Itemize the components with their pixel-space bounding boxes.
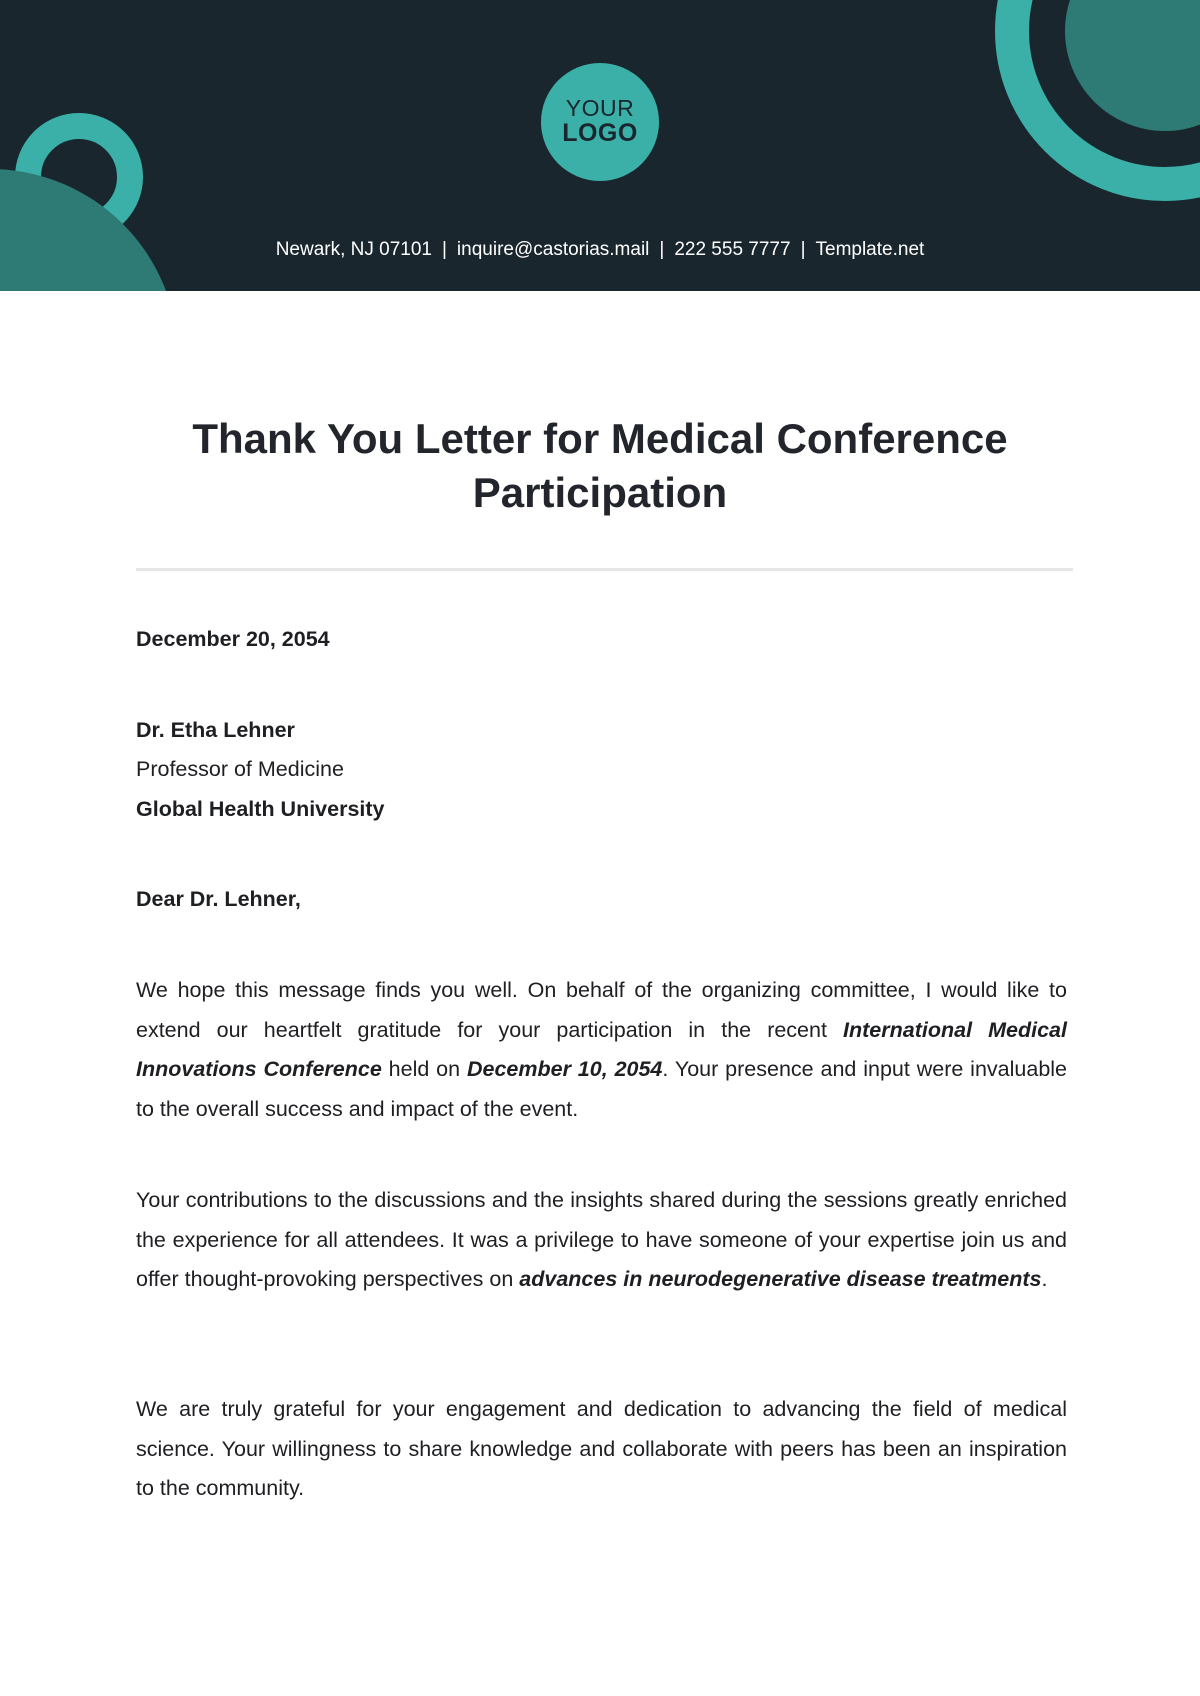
logo-line-2: LOGO (562, 119, 638, 147)
salutation: Dear Dr. Lehner, (136, 887, 301, 911)
contact-line (0, 237, 1200, 263)
letter-title: Thank You Letter for Medical Conference Participation (192, 415, 1008, 516)
title-divider (136, 568, 1073, 571)
logo-line-1: YOUR (565, 95, 635, 121)
letter-date: December 20, 2054 (136, 627, 330, 651)
conference-name: International Medical Innovations Conference (136, 1017, 1067, 1081)
body-paragraph-1 (136, 971, 1067, 1129)
deco-inner-disc (1065, 0, 1200, 131)
contact-separator: | (441, 239, 447, 260)
recipient-position: Professor of Medicine (136, 757, 344, 781)
paragraph-2-text-b: . (1041, 1267, 1048, 1291)
conference-date: December 10, 2054 (466, 1057, 663, 1081)
recipient-name: Dr. Etha Lehner (136, 718, 295, 742)
contact-website: Template.net (815, 239, 925, 260)
paragraph-1-text-a: We hope this message finds you well. On behalf of the organizing committee, I would like to extend our heartfelt gratitude for your participation in the recent (136, 978, 1067, 1042)
recipient-organization: Global Health University (136, 797, 385, 821)
paragraph-1-text-b: held on (381, 1057, 467, 1081)
contact-email: inquire@castorias.mail (456, 239, 650, 260)
letterhead-header (0, 0, 1200, 291)
deco-corner-disc (0, 169, 178, 291)
body-paragraph-2 (136, 1181, 1067, 1300)
discussion-topic: advances in neurodegenerative disease treatments (519, 1267, 1042, 1291)
contact-phone: 222 555 7777 (674, 239, 791, 260)
contact-separator: | (659, 239, 665, 260)
paragraph-1-text-c: . Your presence and input were invaluable to the overall success and impact of the event. (136, 1057, 1068, 1121)
company-logo (541, 63, 659, 181)
contact-separator: | (800, 239, 806, 260)
paragraph-2-text-a: Your contributions to the discussions and the insights shared during the sessions greatly enriched the experience for all attendees. It was a privilege to have someone of your expertise join us and offer thought-provoking perspectives on (136, 1188, 1067, 1291)
contact-address: Newark, NJ 07101 (275, 239, 432, 260)
body-paragraph-3: We are truly grateful for your engagement and dedication to advancing the field of medical science. Your willingness to share knowledge and collaborate with peers has been an inspiration to the community. (136, 1397, 1067, 1500)
